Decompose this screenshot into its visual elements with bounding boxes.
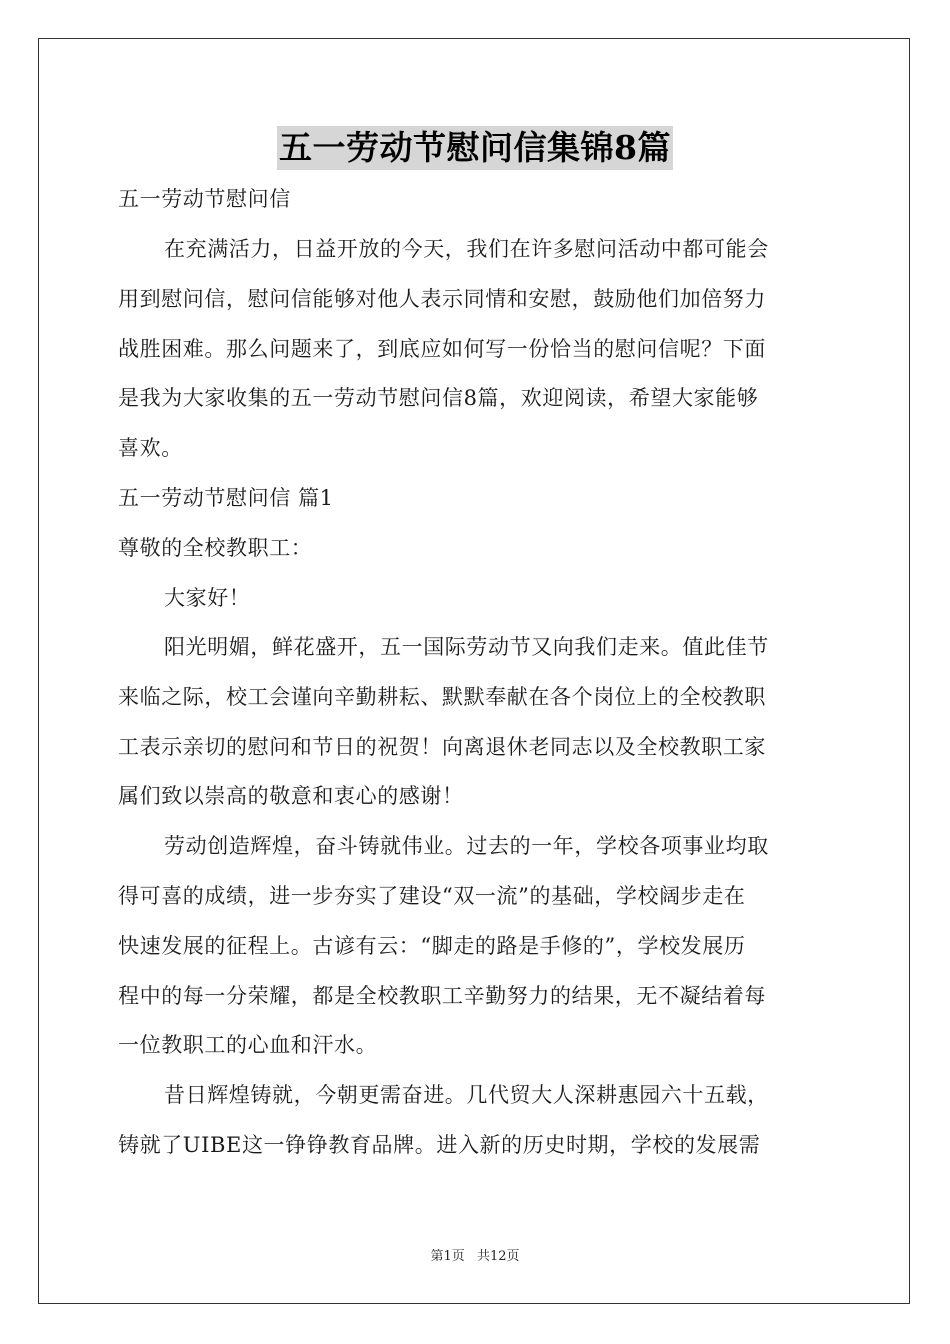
paragraph-line: 战胜困难。那么问题来了，到底应如何写一份恰当的慰问信呢？下面 <box>118 337 766 361</box>
paragraph-line: 在充满活力，日益开放的今天，我们在许多慰问活动中都可能会 <box>164 237 769 261</box>
paragraph-line: 阳光明媚，鲜花盛开，五一国际劳动节又向我们走来。值此佳节 <box>164 635 769 659</box>
section-heading: 五一劳动节慰问信 <box>118 187 291 211</box>
paragraph-line: 快速发展的征程上。古谚有云：“脚走的路是手修的”，学校发展历 <box>118 934 746 958</box>
paragraph-line: 来临之际，校工会谨向辛勤耕耘、默默奉献在各个岗位上的全校教职 <box>118 685 766 709</box>
paragraph-line: 喜欢。 <box>118 436 183 460</box>
paragraph-line: 铸就了UIBE这一铮铮教育品牌。进入新的历史时期，学校的发展需 <box>118 1133 761 1157</box>
paragraph-line: 昔日辉煌铸就，今朝更需奋进。几代贸大人深耕惠园六十五载， <box>164 1083 769 1107</box>
title-container <box>0 126 950 170</box>
greeting: 大家好！ <box>164 586 251 610</box>
page-number: 第1页 <box>430 1249 465 1264</box>
page-footer <box>0 1248 950 1266</box>
paragraph-line: 用到慰问信，慰问信能够对他人表示同情和安慰，鼓励他们加倍努力 <box>118 287 766 311</box>
document-title: 五一劳动节慰问信集锦8篇 <box>277 126 673 170</box>
paragraph-line: 一位教职工的心血和汗水。 <box>118 1033 378 1057</box>
page-border <box>38 38 910 1304</box>
section-heading: 五一劳动节慰问信 篇1 <box>118 486 334 510</box>
paragraph-line: 工表示亲切的慰问和节日的祝贺！向离退休老同志以及全校教职工家 <box>118 735 766 759</box>
paragraph-line: 属们致以崇高的敬意和衷心的感谢！ <box>118 784 464 808</box>
paragraph-line: 得可喜的成绩，进一步夯实了建设“双一流”的基础，学校阔步走在 <box>118 884 746 908</box>
paragraph-line: 程中的每一分荣耀，都是全校教职工辛勤努力的结果，无不凝结着每 <box>118 984 766 1008</box>
page-total: 共12页 <box>476 1249 520 1264</box>
paragraph-line: 是我为大家收集的五一劳动节慰问信8篇，欢迎阅读，希望大家能够 <box>118 386 759 410</box>
paragraph-line: 劳动创造辉煌，奋斗铸就伟业。过去的一年，学校各项事业均取 <box>164 834 769 858</box>
salutation: 尊敬的全校教职工： <box>118 536 313 560</box>
